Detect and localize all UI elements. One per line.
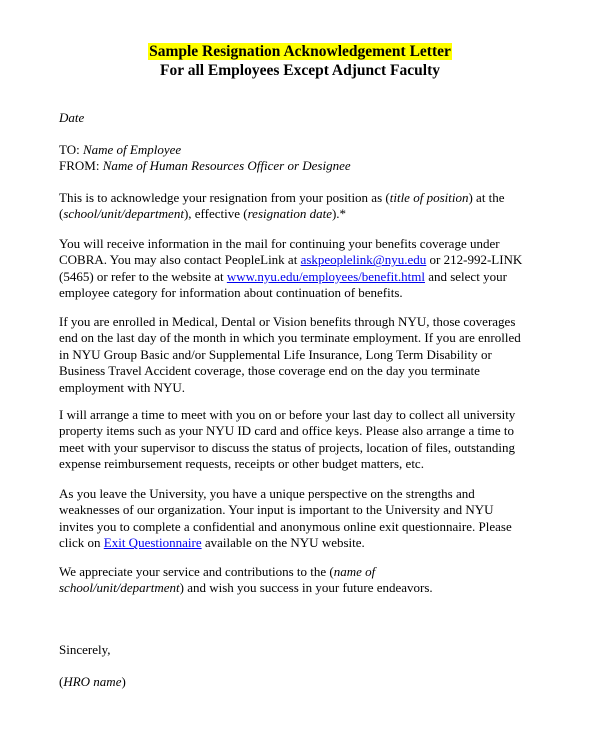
p6-department-placeholder: school/unit/department xyxy=(59,580,180,596)
p5-line-1: As you leave the University, you have a unique perspective on the strengths and xyxy=(59,486,475,501)
p3-line: If you are enrolled in Medical, Dental or Vision benefits through NYU, those coverages xyxy=(59,314,516,329)
p2-text: and select your xyxy=(424,268,507,284)
p2-text: or 212-992-LINK xyxy=(426,252,523,268)
signature-paren: ) xyxy=(121,674,126,689)
p4-line: meet with your supervisor to discuss the status of projects, location of files, outstanding xyxy=(59,439,516,455)
paragraph-acknowledgement xyxy=(59,190,564,223)
p3-line: employment with NYU. xyxy=(59,379,186,395)
p3-line: Business Travel Accident coverage, those coverage end on the day you terminate xyxy=(59,363,480,379)
p5-line-3: invites you to complete a confidential and anonymous online exit questionnaire. Please xyxy=(59,518,512,534)
p1-department-placeholder: school/unit/department xyxy=(63,206,184,222)
to-line xyxy=(59,142,564,158)
p1-text: ).* xyxy=(331,206,347,222)
closing: Sincerely, xyxy=(59,642,111,657)
paragraph-exit-questionnaire xyxy=(59,486,564,552)
paragraph-appreciation xyxy=(59,564,564,597)
to-label: TO: xyxy=(59,142,80,157)
to-value: Name of Employee xyxy=(82,142,182,157)
p1-text: This is to acknowledge your resignation from your position as ( xyxy=(59,190,390,205)
p6-line-2 xyxy=(59,580,564,596)
letter-subtitle: For all Employees Except Adjunct Faculty xyxy=(160,62,440,79)
p1-line-2 xyxy=(59,206,564,222)
from-line xyxy=(59,158,564,174)
p2-text: COBRA. You may also contact PeopleLink at xyxy=(59,252,301,268)
p3-line: end on the last day of the month in which you terminate employment. If you are enrolled xyxy=(59,330,521,346)
p2-line-4: employee category for information about continuation of benefits. xyxy=(59,285,403,301)
p6-name-placeholder: name of xyxy=(333,564,376,579)
p5-text: available on the NYU website. xyxy=(201,535,365,551)
p2-text: (5465) or refer to the website at xyxy=(59,268,227,284)
exit-questionnaire-link[interactable]: Exit Questionnaire xyxy=(103,535,202,551)
p1-date-placeholder: resignation date xyxy=(247,206,332,222)
p1-position-placeholder: title of position xyxy=(389,190,469,205)
date-line xyxy=(59,110,564,126)
p5-text: click on xyxy=(59,535,104,551)
paragraph-coverage xyxy=(59,314,564,396)
p6-line-1 xyxy=(59,564,564,580)
p2-line-1: You will receive information in the mail for continuing your benefits coverage under xyxy=(59,236,500,251)
signature-placeholder: HRO name xyxy=(63,674,122,689)
p1-text: ), effective ( xyxy=(183,206,248,222)
p2-line-2 xyxy=(59,252,564,268)
p2-line-3 xyxy=(59,269,564,285)
email-link[interactable]: askpeoplelink@nyu.edu xyxy=(300,252,427,268)
signature-line xyxy=(59,674,564,690)
p6-text: ) and wish you success in your future endeavors. xyxy=(179,580,433,596)
address-block xyxy=(59,142,564,175)
date-placeholder: Date xyxy=(59,110,85,125)
benefits-website-link[interactable]: www.nyu.edu/employees/benefit.html xyxy=(226,268,425,284)
p1-text: ( xyxy=(59,206,64,222)
p1-text: ) at the xyxy=(468,190,505,205)
letter-title-text: Sample Resignation Acknowledgement Letter xyxy=(149,43,451,60)
p1-line-1 xyxy=(59,190,564,206)
paragraph-property xyxy=(59,407,564,473)
p4-line: I will arrange a time to meet with you on or before your last day to collect all university xyxy=(59,407,516,422)
from-label: FROM: xyxy=(59,158,100,174)
p6-text: We appreciate your service and contributions to the ( xyxy=(59,564,334,579)
p3-line: in NYU Group Basic and/or Supplemental Life Insurance, Long Term Disability or xyxy=(59,346,492,362)
signature-paren: ( xyxy=(59,674,64,689)
p5-line-2: weaknesses of our organization. Your input is important to the University and NYU xyxy=(59,502,494,518)
p4-line: expense reimbursement requests, receipts or other budget matters, etc. xyxy=(59,456,424,472)
p4-line: property items such as your NYU ID card and office keys. Please also arrange a time to xyxy=(59,423,514,439)
letter-title xyxy=(0,42,600,61)
from-value: Name of Human Resources Officer or Designee xyxy=(102,158,351,174)
paragraph-benefits xyxy=(59,236,564,302)
p5-line-4 xyxy=(59,535,564,551)
